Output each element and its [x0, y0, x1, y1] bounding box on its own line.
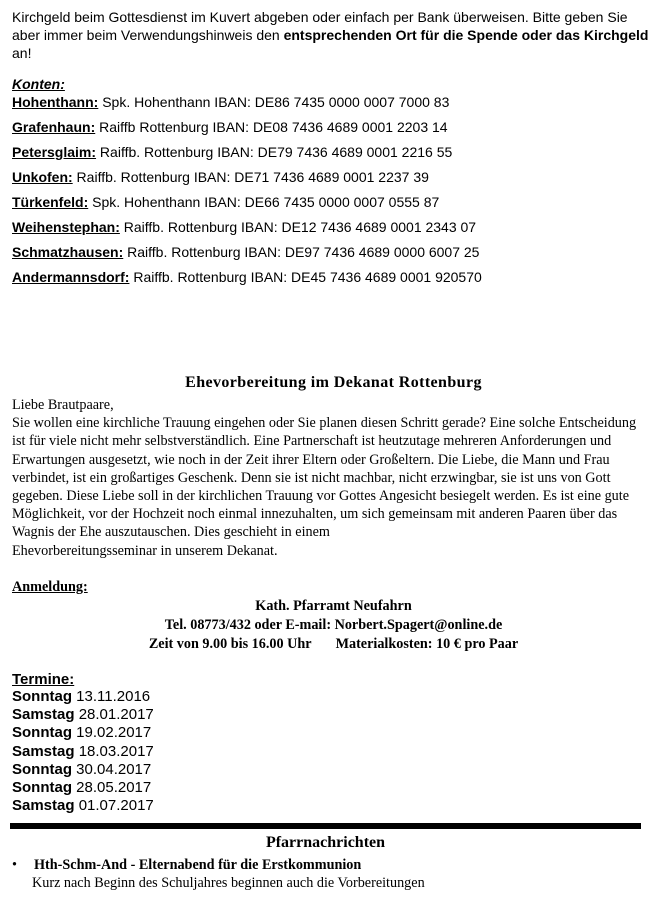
ehe-greeting: Liebe Brautpaare, [12, 397, 114, 413]
termine-list [12, 688, 154, 815]
termin-day: Sonntag [12, 778, 72, 796]
account-item [12, 118, 652, 143]
termin-item [12, 724, 154, 742]
contact-name: Kath. Pfarramt Neufahrn [255, 598, 412, 614]
konten-heading: Konten: [12, 76, 65, 92]
section-divider [10, 823, 641, 829]
account-item [12, 143, 652, 168]
account-place: Grafenhaun: [12, 119, 96, 135]
ehe-paragraph-last: Ehevorbereitungsseminar in unserem Dekanat. [12, 542, 278, 559]
account-details: Raiffb. Rottenburg IBAN: DE12 7436 4689 0001 2343 07 [119, 219, 477, 235]
contact-phone: Tel. 08773/432 oder E-mail: Norbert.Spagert@online.de [164, 617, 503, 633]
account-place: Weihenstephan: [12, 219, 120, 235]
intro-paragraph [12, 8, 652, 62]
termin-date: 18.03.2017 [74, 742, 154, 760]
termin-date: 28.01.2017 [74, 706, 154, 724]
intro-text: Kirchgeld beim Gottesdienst im Kuvert abgeben oder einfach per Bank überweisen. Bitte geben Sie aber immer beim Verwendungshinweis den [12, 9, 628, 43]
termin-item [12, 688, 154, 706]
termin-day: Samstag [12, 742, 75, 760]
account-details: Raiffb. Rottenburg IBAN: DE71 7436 4689 0001 2237 39 [72, 169, 429, 185]
account-place: Andermannsdorf: [12, 269, 130, 285]
termin-item [12, 706, 154, 724]
account-item [12, 168, 652, 193]
account-item [12, 93, 652, 118]
news-item-text: Kurz nach Beginn des Schuljahres beginnen auch die Vorbereitungen [32, 875, 425, 891]
account-item [12, 218, 652, 243]
termin-date: 13.11.2016 [72, 688, 151, 705]
account-list [12, 93, 652, 293]
account-place: Hohenthann: [12, 94, 99, 110]
news-item-title-row [12, 856, 652, 874]
contact-cost: Materialkosten: 10 € pro Paar [335, 636, 519, 652]
account-item [12, 268, 652, 293]
termin-date: 30.04.2017 [72, 760, 152, 778]
account-item [12, 243, 652, 268]
termin-item [12, 779, 154, 797]
account-place: Schmatzhausen: [12, 244, 124, 260]
ehe-body [12, 396, 644, 560]
account-item [12, 193, 652, 218]
bullet-icon: • [12, 857, 17, 873]
termin-item [12, 761, 154, 779]
intro-bold-text: entsprechenden Ort für die Spende oder das Kirchgeld [283, 27, 649, 43]
news-item-title: Hth-Schm-And - Elternabend für die Erstkommunion [34, 857, 362, 873]
account-details: Raiffb. Rottenburg IBAN: DE97 7436 4689 0000 6007 25 [123, 244, 480, 260]
account-place: Türkenfeld: [12, 194, 89, 210]
news-item [12, 856, 652, 892]
termin-item [12, 797, 154, 815]
anmeldung-label: Anmeldung: [12, 579, 88, 595]
termin-date: 28.05.2017 [72, 778, 152, 796]
termin-day: Sonntag [12, 688, 72, 705]
termin-day: Sonntag [12, 760, 72, 778]
account-place: Petersglaim: [12, 144, 97, 160]
account-details: Raiffb Rottenburg IBAN: DE08 7436 4689 0001 2203 14 [95, 119, 448, 135]
contact-block [0, 597, 667, 654]
account-details: Spk. Hohenthann IBAN: DE86 7435 0000 0007 7000 83 [98, 94, 450, 110]
account-details: Spk. Hohenthann IBAN: DE66 7435 0000 0007 0555 87 [88, 194, 440, 210]
intro-text-end: an! [12, 45, 32, 61]
termin-day: Samstag [12, 797, 75, 815]
termin-item [12, 743, 154, 761]
account-details: Raiffb. Rottenburg IBAN: DE79 7436 4689 0001 2216 55 [96, 144, 453, 160]
account-place: Unkofen: [12, 169, 73, 185]
termin-day: Samstag [12, 706, 75, 724]
contact-hours: Zeit von 9.00 bis 16.00 Uhr [148, 636, 312, 652]
pfarrnachrichten-heading: Pfarrnachrichten [265, 834, 386, 851]
termine-heading: Termine: [12, 671, 75, 688]
termin-day: Sonntag [12, 724, 72, 742]
termin-date: 01.07.2017 [74, 797, 154, 815]
termin-date: 19.02.2017 [72, 724, 152, 742]
ehe-heading: Ehevorbereitung im Dekanat Rottenburg [185, 374, 482, 391]
account-details: Raiffb. Rottenburg IBAN: DE45 7436 4689 0001 920570 [129, 269, 482, 285]
contact-hours-row [0, 635, 667, 654]
ehe-paragraph: Sie wollen eine kirchliche Trauung eingehen oder Sie planen diesen Schritt gerade? Eine solche Entscheidung ist für viele nicht mehr selbstverständlich. Eine Partnerschaft ist heutzutage mehreren Anforderungen und Erwartungen ausgesetzt, wie noch in der Zeit ihrer Eltern oder Großeltern. Die Liebe, die Mann und Frau verbindet, ist ein großartiges Geschenk. Denn sie ist nicht machbar, nicht erzwingbar, sie ist uns von Gott gegeben. Diese Liebe soll in der kirchlichen Trauung vor Gottes Angesicht besiegelt werden. Es ist eine gute Möglichkeit, vor der Hochzeit noch einmal innezuhalten, um sich gemeinsam mit anderen Paaren über das Wagnis der Ehe auszutauschen. Dies geschieht in einem [12, 415, 637, 541]
